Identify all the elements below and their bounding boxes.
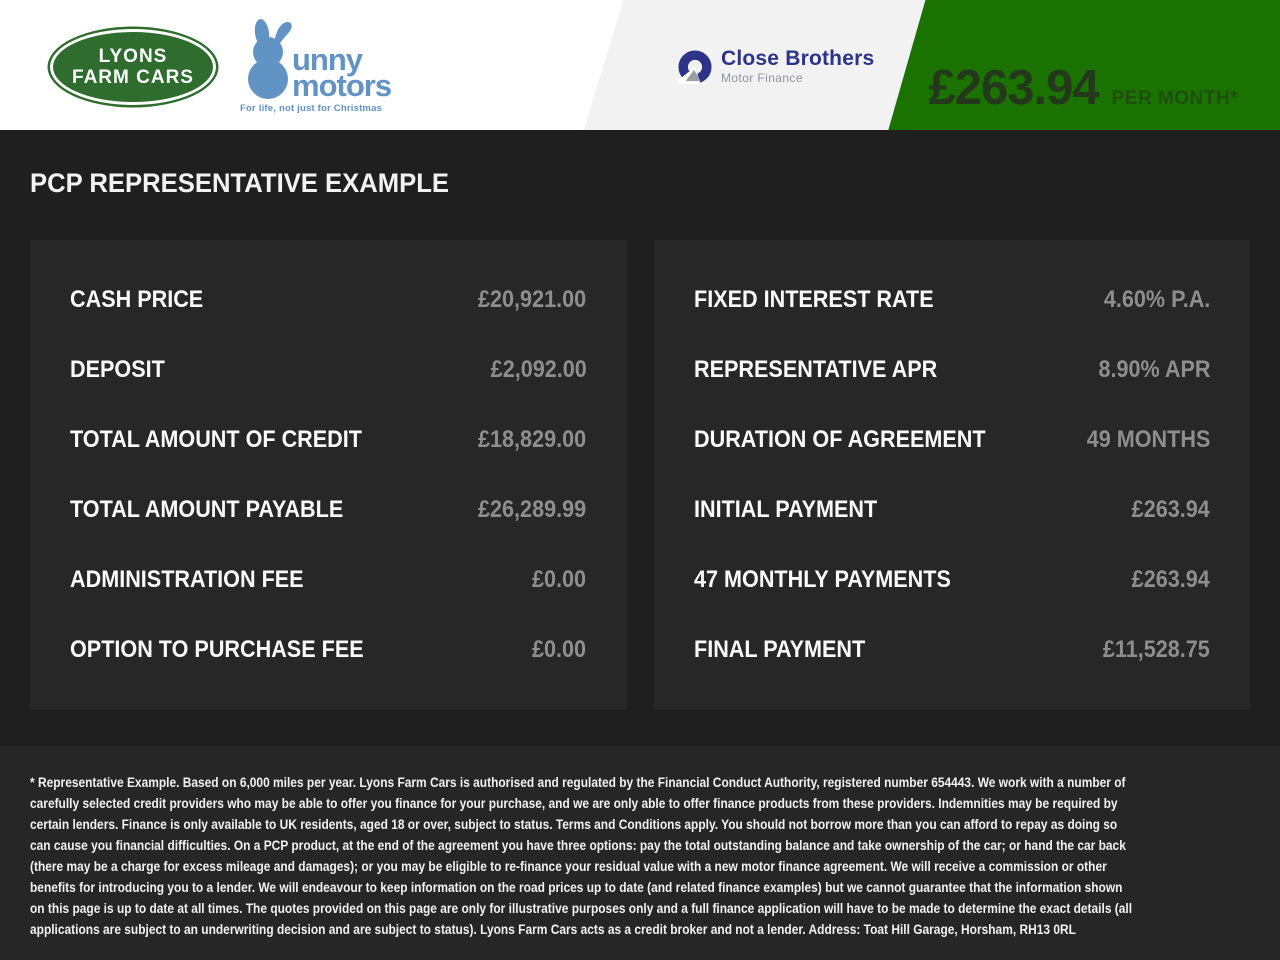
finance-row-value: £0.00 [532, 636, 587, 663]
finance-row [694, 636, 1211, 664]
finance-row-value: £26,289.99 [478, 496, 587, 523]
close-brothers-ring-icon [678, 50, 712, 84]
finance-row-label: REPRESENTATIVE APR [693, 356, 937, 383]
bunny-logo-word2: motors [292, 68, 392, 103]
finance-row-value: £18,829.00 [478, 426, 587, 453]
finance-row-value: £20,921.00 [478, 286, 587, 313]
bunny-logo-words [292, 42, 392, 103]
finance-row [694, 286, 1211, 314]
monthly-price: £263.94 PER MONTH* [928, 61, 1238, 115]
finance-row-label: CASH PRICE [70, 286, 204, 313]
finance-row-value: 4.60% P.A. [1103, 286, 1210, 313]
finance-row [70, 286, 587, 314]
disclaimer-section [0, 746, 1280, 960]
disclaimer-text: * Representative Example. Based on 6,000 miles per year. Lyons Farm Cars is authorised and regulated by the Financial Conduct Authority, registered number 654443. We work with a number of carefully selected credit providers who may be able to offer you finance for your purchase, and we are only able to offer finance products from these providers. Indemnities may be required by certain lenders. Finance is only available to UK residents, aged 18 or over, subject to status. Terms and Conditions apply. You should not borrow more than you can afford to repay as doing so can cause you financial difficulties. On a PCP product, at the end of the agreement you have three options: pay the total outstanding balance and take ownership of the car; or hand the car back (there may be a charge for excess mileage and damages); or you may be eligible to re-finance your residual value with a new motor finance agreement. We will receive a commission or other benefits for introducing you to a lender. We will endeavour to keep information on the road prices up to date (and related finance examples) but we cannot guarantee that the information shown on this page is up to date at all times. The quotes provided on this page are only for illustrative purposes only and a full finance application will have to be made to determine the exact details (all applications are subject to an underwriting decision and are subject to status). Lyons Farm Cars acts as a credit broker and not a lender. Address: Toat Hill Garage, Horsham, RH13 0RL [30, 775, 1133, 937]
lyons-farm-cars-logo [50, 29, 216, 105]
finance-panels [30, 240, 1250, 710]
finance-row-label: FINAL PAYMENT [693, 636, 865, 663]
finance-row-value: £263.94 [1131, 566, 1210, 593]
finance-row-value: £0.00 [532, 566, 587, 593]
finance-table-right [654, 240, 1251, 710]
bunny-logo-word1: unny [292, 42, 363, 77]
finance-row [70, 566, 587, 594]
finance-row [70, 636, 587, 664]
finance-row-label: INITIAL PAYMENT [693, 496, 877, 523]
finance-row-label: OPTION TO PURCHASE FEE [70, 636, 364, 663]
finance-table-left [30, 240, 627, 710]
finance-row [694, 426, 1211, 454]
close-brothers-name: Close Brothers [721, 47, 875, 70]
finance-row [70, 496, 587, 524]
bunny-logo-tagline: For life, not just for Christmas [240, 103, 383, 114]
finance-row-value: 49 MONTHS [1086, 426, 1210, 453]
finance-row-label: DURATION OF AGREEMENT [693, 426, 986, 453]
close-brothers-text [721, 48, 874, 85]
finance-row [694, 496, 1211, 524]
finance-row-label: DEPOSIT [70, 356, 165, 383]
finance-row-label: FIXED INTEREST RATE [693, 286, 934, 313]
finance-row-value: 8.90% APR [1097, 356, 1210, 383]
bunny-motors-logo [240, 19, 391, 114]
finance-row-value: £263.94 [1131, 496, 1210, 523]
finance-row-label: 47 MONTHLY PAYMENTS [693, 566, 951, 593]
finance-row-label: TOTAL AMOUNT PAYABLE [70, 496, 344, 523]
bunny-icon [240, 19, 296, 99]
finance-row-label: ADMINISTRATION FEE [70, 566, 304, 593]
finance-row-value: £2,092.00 [490, 356, 587, 383]
finance-row-label: TOTAL AMOUNT OF CREDIT [70, 426, 362, 453]
finance-row [70, 356, 587, 384]
lyons-logo-line1: LYONS [98, 46, 168, 67]
close-brothers-logo [678, 48, 874, 85]
finance-row [694, 566, 1211, 594]
finance-row [694, 356, 1211, 384]
page-title: PCP REPRESENTATIVE EXAMPLE [30, 168, 450, 198]
header [0, 0, 1280, 130]
main-content [0, 168, 1280, 710]
bunny-logo-top [240, 19, 392, 103]
finance-row [70, 426, 587, 454]
close-brothers-subtitle: Motor Finance [721, 71, 803, 85]
lyons-logo-line2: FARM CARS [72, 67, 194, 88]
finance-row-value: £11,528.75 [1103, 636, 1210, 663]
